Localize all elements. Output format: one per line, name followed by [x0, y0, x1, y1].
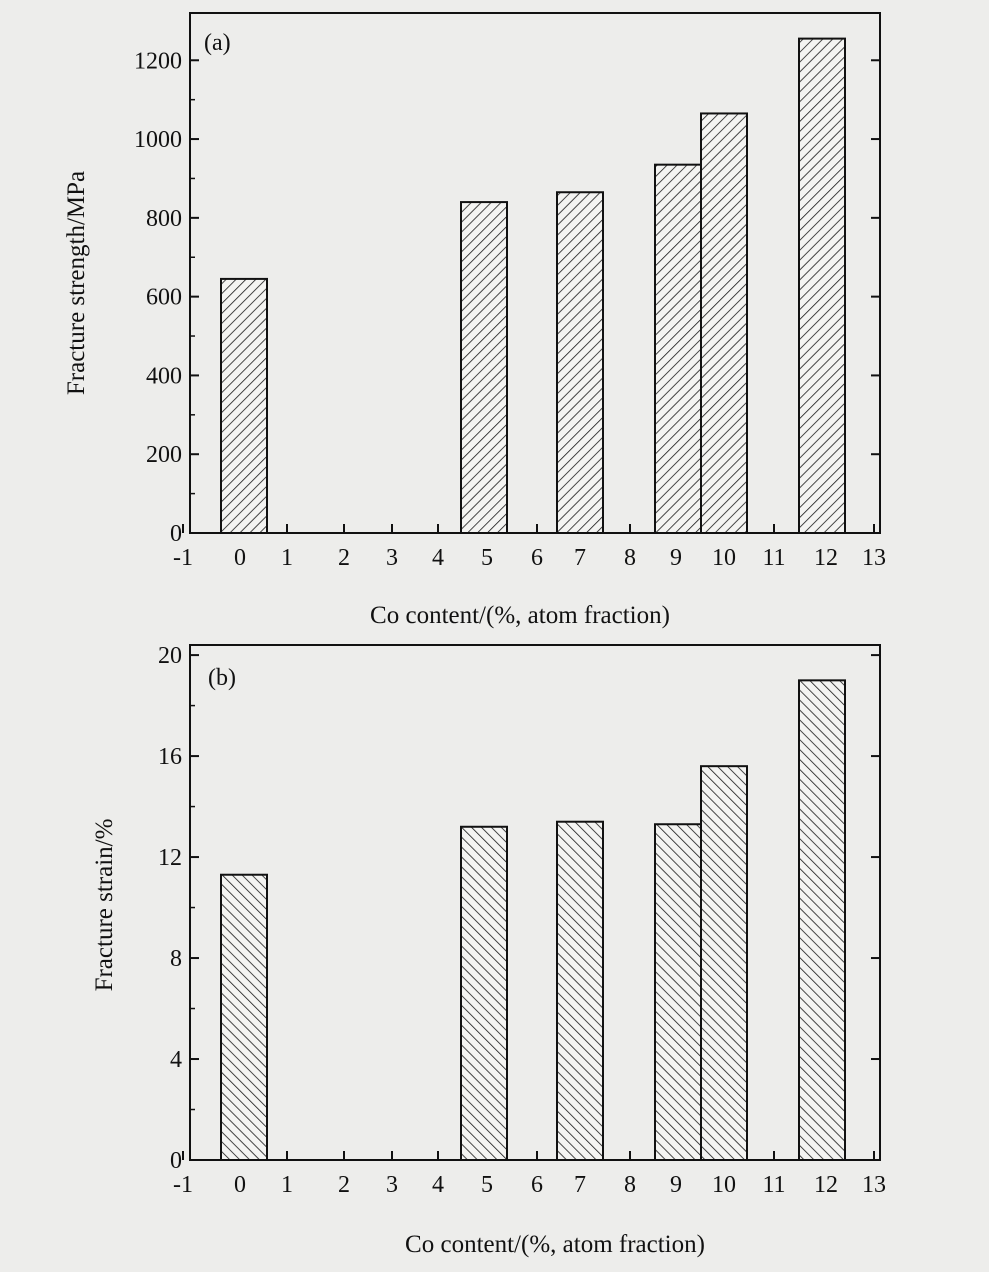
x-tick-label: 8 [624, 545, 636, 571]
y-tick-label: 0 [170, 1148, 182, 1174]
x-tick-label: 3 [386, 545, 398, 571]
x-tick-label: 4 [432, 545, 444, 571]
x-tick-label: -1 [173, 545, 193, 571]
y-tick-label: 600 [146, 284, 182, 311]
y-tick-label: 400 [146, 363, 182, 390]
x-tick-label: 6 [531, 545, 543, 571]
x-tick-label: 1 [281, 545, 293, 571]
panel-label-b: (b) [208, 665, 236, 691]
x-tick-label: 9 [670, 1172, 682, 1198]
bar-co-10 [701, 113, 747, 533]
y-tick-label: 8 [170, 946, 182, 973]
x-tick-label: 1 [281, 1172, 293, 1198]
x-axis-ticks-a [173, 524, 886, 571]
x-tick-label: 6 [531, 1172, 543, 1198]
bar-co-12 [799, 39, 845, 533]
y-tick-label: 12 [158, 845, 182, 872]
x-tick-label: 0 [234, 1172, 246, 1198]
y-tick-label: 0 [170, 521, 182, 547]
x-axis-ticks-b [173, 1151, 886, 1198]
x-axis-label-b: Co content/(%, atom fraction) [405, 1231, 705, 1258]
x-tick-label: 10 [712, 545, 736, 571]
x-tick-label: 4 [432, 1172, 444, 1198]
y-tick-label: 4 [170, 1047, 182, 1074]
x-tick-label: 12 [814, 545, 838, 571]
y-tick-label: 1000 [134, 127, 182, 154]
x-tick-label: 0 [234, 545, 246, 571]
y-tick-label: 16 [158, 744, 182, 771]
x-tick-label: 12 [814, 1172, 838, 1198]
x-tick-label: 3 [386, 1172, 398, 1198]
bar-co-5 [461, 202, 507, 533]
bar-co-7 [557, 822, 603, 1160]
bar-co-12 [799, 680, 845, 1160]
x-axis-label-a: Co content/(%, atom fraction) [370, 602, 670, 629]
x-tick-label: 13 [862, 1172, 886, 1198]
y-tick-label: 800 [146, 205, 182, 232]
bar-co-9 [655, 824, 701, 1160]
x-tick-label: 5 [481, 545, 493, 571]
x-tick-label: 10 [712, 1172, 736, 1198]
x-tick-label: 2 [338, 545, 350, 571]
x-tick-label: 5 [481, 1172, 493, 1198]
panel-b-fracture-strain [91, 643, 886, 1258]
x-tick-label: 7 [574, 545, 586, 571]
x-tick-label: 13 [862, 545, 886, 571]
y-tick-label: 1200 [134, 48, 182, 75]
x-tick-label: 2 [338, 1172, 350, 1198]
x-tick-label: 9 [670, 545, 682, 571]
bar-co-9 [655, 165, 701, 533]
bars-a [221, 39, 845, 533]
bar-co-7 [557, 192, 603, 533]
bar-co-0 [221, 279, 267, 533]
bar-co-5 [461, 827, 507, 1160]
plot-frame-b [190, 645, 880, 1160]
x-tick-label: 11 [762, 545, 786, 571]
bar-co-10 [701, 766, 747, 1160]
x-tick-label: 11 [762, 1172, 786, 1198]
x-tick-label: 7 [574, 1172, 586, 1198]
panel-label-a: (a) [204, 30, 231, 56]
y-tick-label: 200 [146, 442, 182, 469]
panel-a-fracture-strength [63, 13, 886, 629]
bar-co-0 [221, 875, 267, 1160]
x-tick-label: -1 [173, 1172, 193, 1198]
bars-b [221, 680, 845, 1160]
x-tick-label: 8 [624, 1172, 636, 1198]
y-axis-label-b: Fracture strain/% [91, 818, 118, 992]
plot-frame-a [190, 13, 880, 533]
y-axis-label-a: Fracture strength/MPa [63, 170, 90, 396]
y-tick-label: 20 [158, 643, 182, 670]
